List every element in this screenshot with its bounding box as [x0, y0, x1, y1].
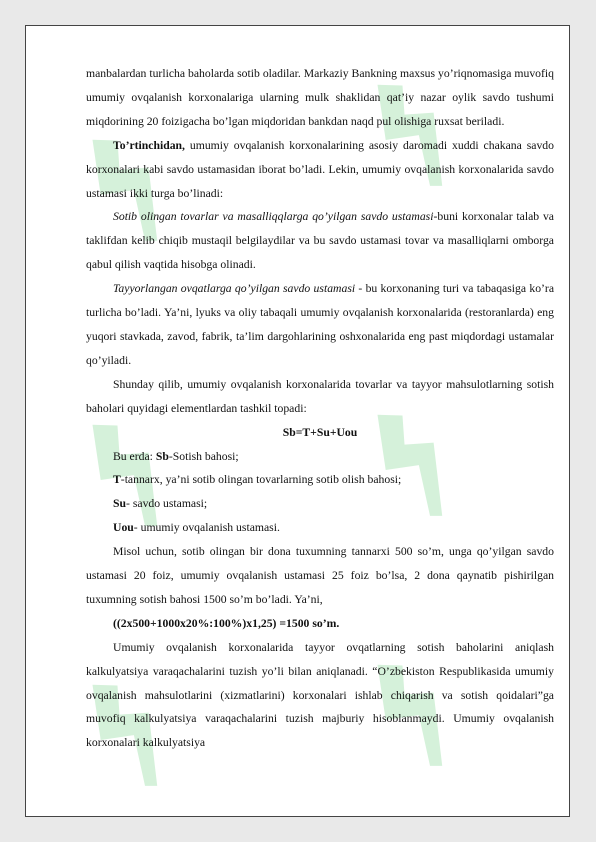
paragraph: Misol uchun, sotib olingan bir dona tuxumning tannarxi 500 so’m, unga qo’yilgan savdo ustamasi 20 foiz, umumiy ovqalanish ustamasi 25 foiz bo’lsa, 2 dona qaynatib pishirilgan tuxumning sotish bahosi 1500 so’m bo’ladi. Ya’ni,: [86, 545, 554, 606]
legend-symbol: Su: [113, 497, 127, 511]
calculation: [86, 612, 554, 636]
legend-item: [86, 516, 554, 540]
paragraph-term: Tayyorlangan ovqatlarga qo’yilgan savdo ustamasi: [113, 282, 356, 296]
document-body: [86, 62, 554, 755]
calculation-text: ((2x500+1000x20%:100%)x1,25) =1500 so’m.: [113, 616, 340, 630]
document-page: [25, 25, 570, 817]
paragraph-term: Sotib olingan tovarlar va masalliqqlarga qo’yilgan savdo ustamasi: [113, 210, 434, 224]
paragraph: Shunday qilib, umumiy ovqalanish korxonalarida tovarlar va tayyor mahsulotlarning sotish baholari quyidagi elementlardan tashkil topadi:: [86, 377, 554, 415]
legend-item: [86, 445, 554, 469]
legend-symbol: T: [113, 473, 121, 487]
formula: Sb=T+Su+Uou: [282, 425, 358, 439]
legend-symbol: Sb: [155, 449, 169, 463]
paragraph: [86, 205, 554, 277]
legend-symbol: Uou: [113, 521, 134, 535]
paragraph: [86, 134, 554, 206]
legend-text: - umumiy ovqalanish ustamasi.: [133, 521, 280, 535]
paragraph: manbalardan turlicha baholarda sotib oladilar. Markaziy Bankning maxsus yo’riqnomasiga muvofiq umumiy ovqalanish korxonalariga ularning mulk shaklidan qat’iy nazar oylik savdo tushumi miqdorining 20 foizigacha bo’lgan miqdoridan bankdan naqd pul olishiga ruxsat beriladi.: [86, 67, 554, 128]
paragraph-text: - bu korxonaning turi va tabaqasiga ko’ra turlicha bo’ladi. Ya’ni, lyuks va oliy tabaqali umumiy ovqalanish korxonalarida (restoranlarda) eng yuqori stavkada, zavod, fabrik, ta’lim dargohlarining oshxonalarida eng past miqdordagi ustamalar qo’yiladi.: [86, 282, 555, 367]
legend-text: -Sotish bahosi;: [168, 449, 239, 463]
legend-text: - savdo ustamasi;: [126, 497, 208, 511]
paragraph-text: umumiy ovqalanish korxonalarining asosiy daromadi xuddi chakana savdo korxonalari kabi savdo ustamasidan iborat bo’ladi. Lekin, umumiy ovqalanish korxonalarida savdo ustamasi ikki turga bo’linadi:: [86, 138, 554, 200]
paragraph-text: -buni korxonalar talab va taklifdan kelib chiqib mustaqil belgilaydilar va bu savdo ustamasi tovar va masalliqlarni omborga qabul qilish vaqtida hisobga olinadi.: [86, 210, 554, 272]
legend-prefix: Bu erda:: [113, 449, 156, 463]
legend-item: [86, 468, 554, 492]
paragraph: [86, 277, 554, 373]
legend-text: -tannarx, ya’ni sotib olingan tovarlarning sotib olish bahosi;: [120, 473, 402, 487]
legend-item: [86, 492, 554, 516]
paragraph-lead: To’rtinchidan,: [113, 138, 185, 152]
paragraph: Umumiy ovqalanish korxonalarida tayyor ovqatlarning sotish baholarini aniqlash kalkulyatsiya varaqachalarini tuzish yo’li bilan aniqlanadi. “O’zbekiston Respublikasida umumiy ovqalanish mahsulotlarini (xizmatlarini) korxonalari ishlab chiqarish va sotish qoidalari”ga muvofiq kalkulyatsiya varaqachalarini tuzish majburiy hisoblanmaydi. Umumiy ovqalanish korxonalari kalkulyatsiya: [86, 640, 554, 750]
